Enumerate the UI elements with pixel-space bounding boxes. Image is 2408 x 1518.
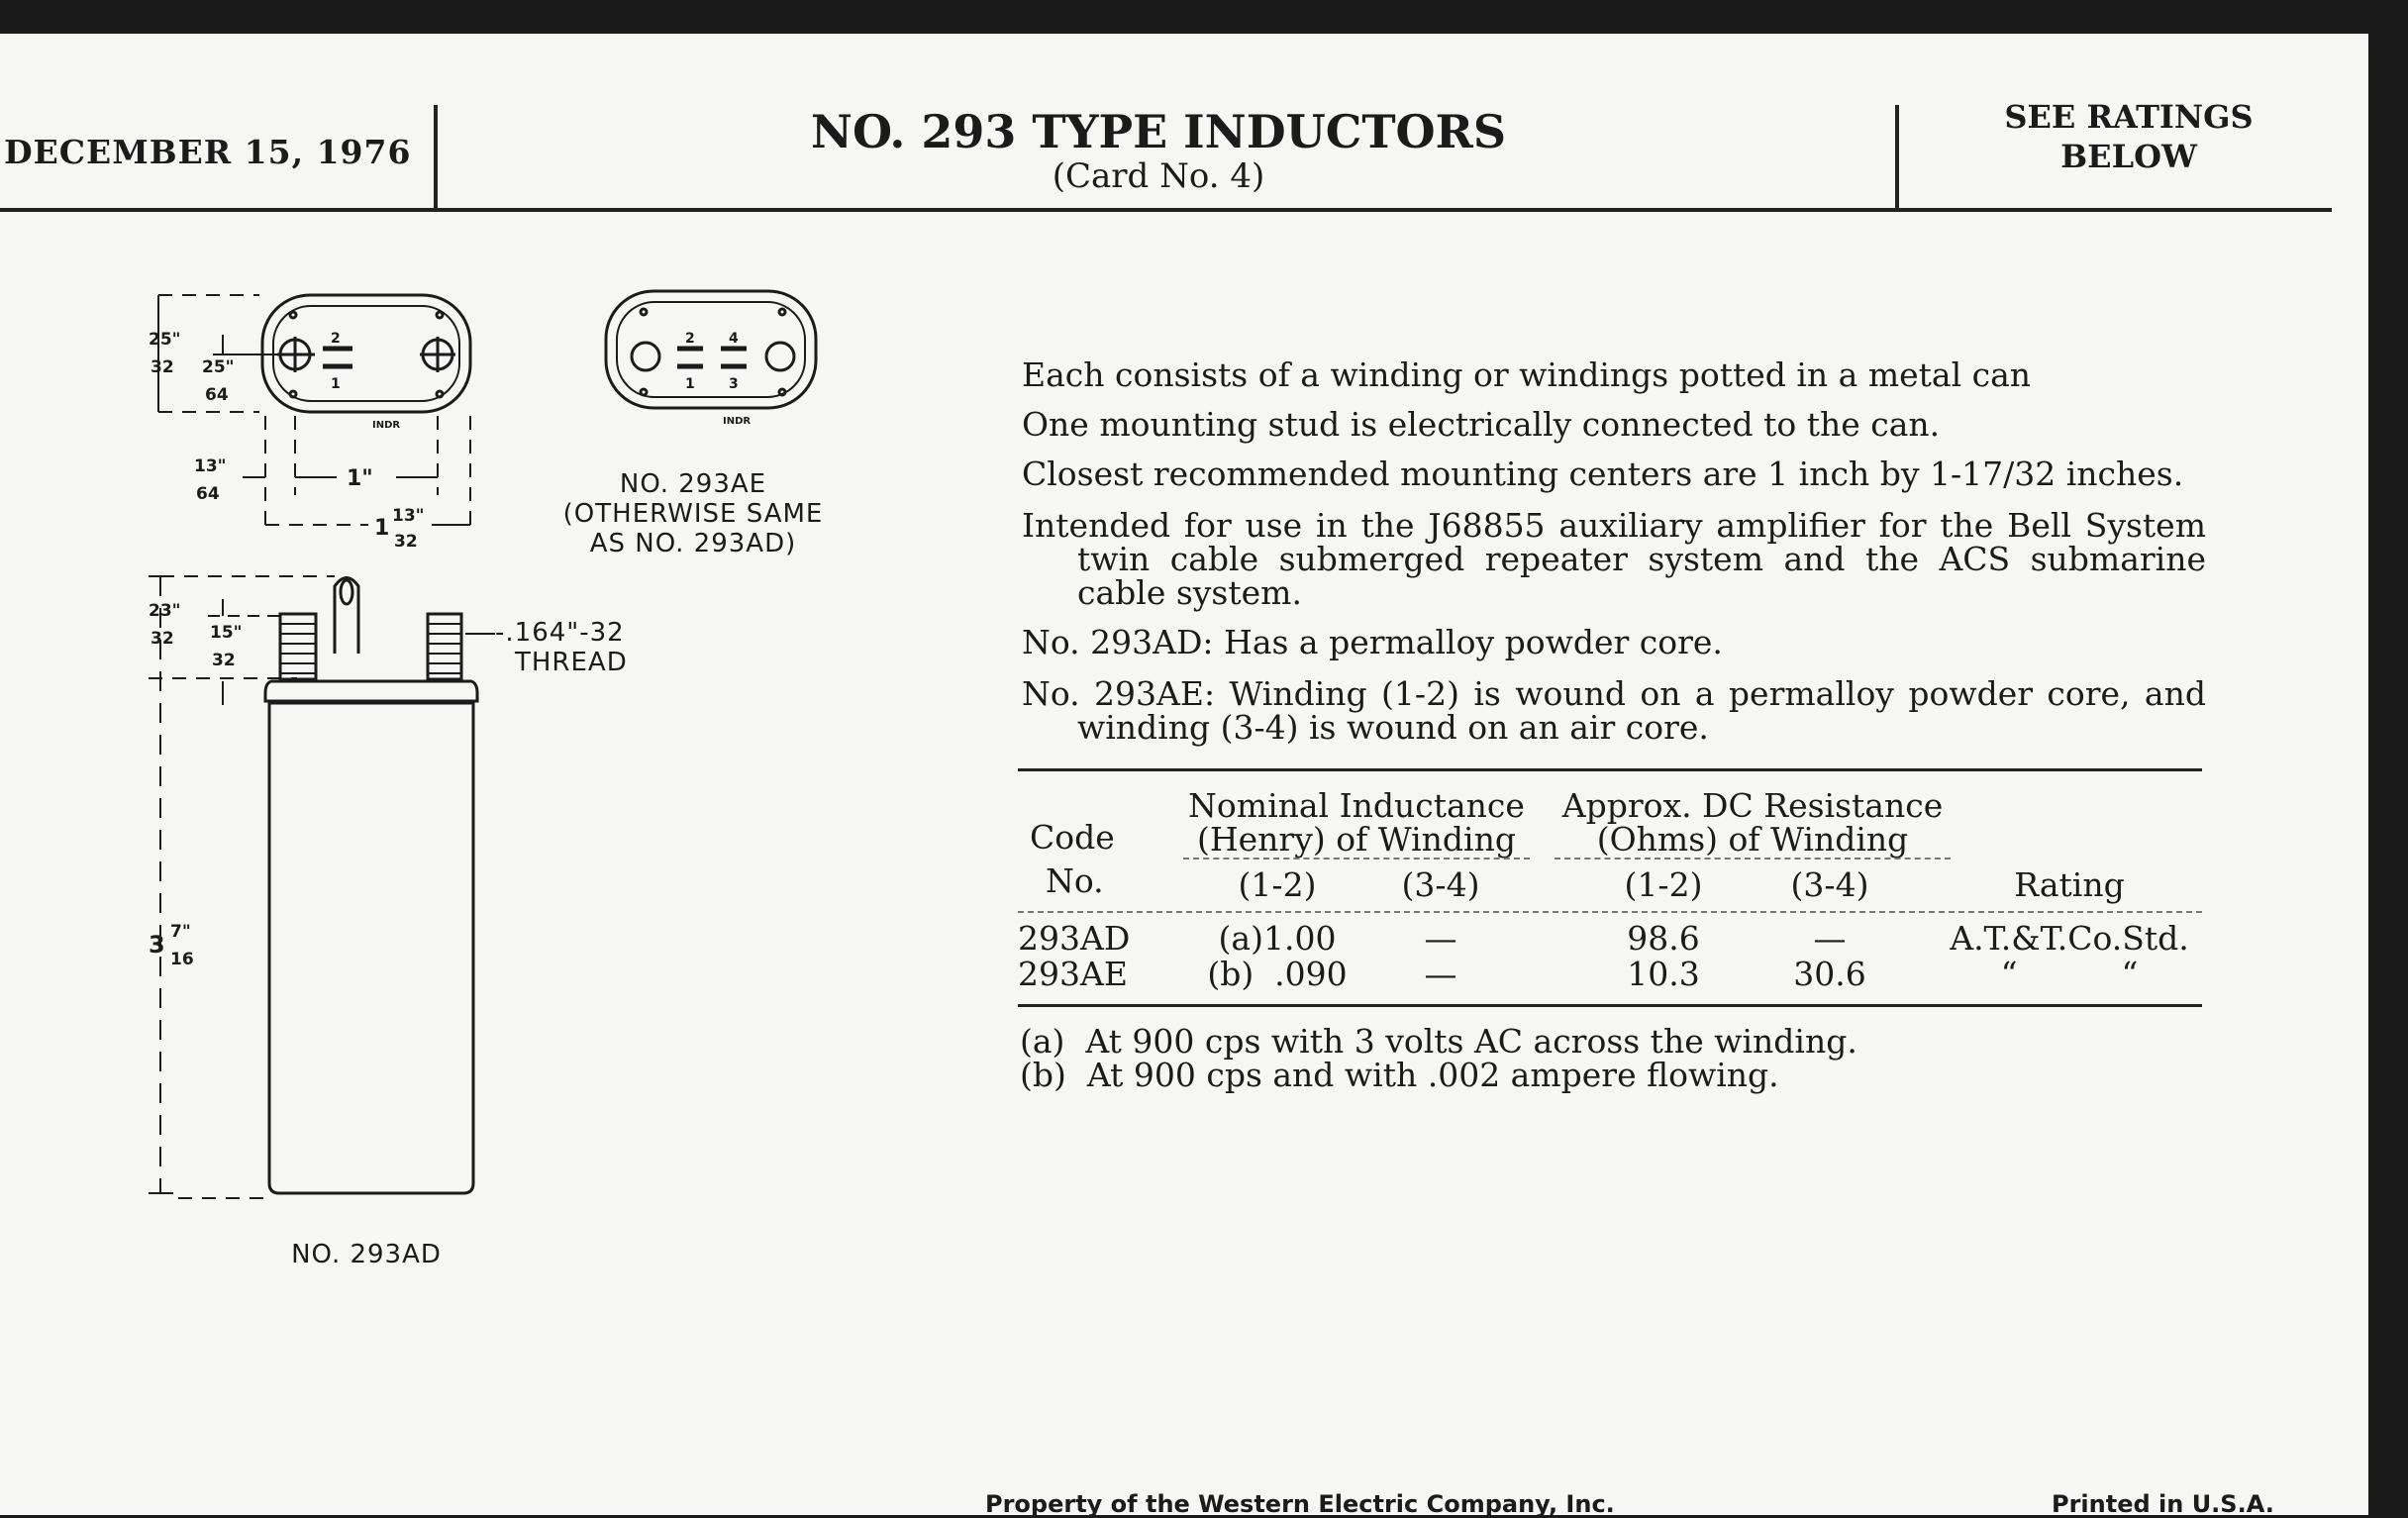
row-1-res34: — xyxy=(1813,919,1847,958)
note-b: (b) At 900 cps and with .002 ampere flowing. xyxy=(1020,1056,1779,1094)
th-ind-12: (1-2) xyxy=(1238,865,1317,904)
th-code-1: Code xyxy=(1030,818,1115,857)
row-2-rating: “ “ xyxy=(2000,955,2139,993)
thread-label-line1: -.164"-32 xyxy=(495,618,625,648)
desc-line4: Intended for use in the J68855 auxiliary amplifier for the Bell System twin cable submerged repeater system and the ACS submarine cable system. xyxy=(1022,506,2206,612)
ratings-note-line1: SEE RATINGS xyxy=(2004,98,2254,136)
row-1-ind12: (a)1.00 xyxy=(1218,919,1337,958)
note-a: (a) At 900 cps with 3 volts AC across the winding. xyxy=(1020,1022,1857,1061)
desc-line1: Each consists of a winding or windings potted in a metal can xyxy=(1022,355,2032,394)
footer-property: Property of the Western Electric Company, Inc. xyxy=(985,1490,1615,1518)
desc-line5 xyxy=(1022,623,2206,661)
dim-15-32-num: 15" xyxy=(210,623,243,643)
ae-label-line3: AS NO. 293AD) xyxy=(589,529,797,558)
th-rating: Rating xyxy=(2014,865,2125,904)
desc-line6 xyxy=(1022,674,2206,747)
dim-15-32-den: 32 xyxy=(212,651,236,670)
scan-border xyxy=(2368,34,2408,1515)
th-res-34: (3-4) xyxy=(1790,865,1869,904)
page-title: NO. 293 TYPE INDUCTORS xyxy=(810,105,1507,158)
dim-13-64-den: 64 xyxy=(196,484,220,504)
table-top-rule xyxy=(1018,768,2202,771)
th-res-12: (1-2) xyxy=(1624,865,1703,904)
ratings-note-line2: BELOW xyxy=(2060,138,2197,175)
desc-line2: One mounting stud is electrically connected to the can. xyxy=(1022,405,1941,444)
dim-23-32-den: 32 xyxy=(150,629,174,649)
ad-marking: INDR xyxy=(372,420,401,431)
ad-label: NO. 293AD xyxy=(291,1240,442,1269)
ae-label-line2: (OTHERWISE SAME xyxy=(562,499,824,529)
ae-pin-2: 2 xyxy=(685,331,695,347)
ad-can-lid xyxy=(265,681,477,701)
row-2-res12: 10.3 xyxy=(1627,955,1700,993)
ad-pin-1: 1 xyxy=(331,376,341,392)
resistance-underline xyxy=(1555,858,1951,860)
thread-label xyxy=(495,618,628,677)
row-1-ind34: — xyxy=(1424,919,1457,958)
dim-3-7-16-num: 7" xyxy=(170,922,191,942)
dim-3-7-16-den: 16 xyxy=(170,950,194,969)
desc-line5-code: No. 293AD: xyxy=(1022,623,1214,661)
dim-23-32-num: 23" xyxy=(149,601,181,621)
desc-line3: Closest recommended mounting centers are 1 inch by 1-17/32 inches. xyxy=(1022,455,2184,493)
thread-label-line2: THREAD xyxy=(515,648,628,677)
ae-label-line1: NO. 293AE xyxy=(619,469,767,499)
dim-1-13-32-den: 32 xyxy=(394,532,418,552)
ae-pin-3: 3 xyxy=(729,376,739,392)
ad-mounting-lug xyxy=(335,578,358,655)
row-1-res12: 98.6 xyxy=(1627,919,1700,958)
dim-1-13-32-whole: 1 xyxy=(374,516,390,541)
table-bottom-rule xyxy=(1018,1004,2202,1007)
header-underline xyxy=(1018,911,2202,914)
row-1-rating: A.T.&T.Co.Std. xyxy=(1950,919,2189,958)
dim-25-64-num: 25" xyxy=(202,357,235,377)
th-ind-34: (3-4) xyxy=(1401,865,1480,904)
dim-3-7-16-whole: 3 xyxy=(149,931,165,959)
ae-pin-4: 4 xyxy=(729,331,739,347)
dim-1-13-32-num: 13" xyxy=(392,506,425,526)
dim-1in: 1" xyxy=(347,466,373,491)
ae-pin-1: 1 xyxy=(685,376,695,392)
dim-25-32-den: 32 xyxy=(150,357,174,377)
th-code-2: No. xyxy=(1046,861,1104,900)
page-subtitle: (Card No. 4) xyxy=(1052,156,1265,196)
desc-line5-text: Has a permalloy powder core. xyxy=(1224,623,1723,661)
th-inductance-1: Nominal Inductance xyxy=(1188,786,1525,825)
header-date: DECEMBER 15, 1976 xyxy=(4,133,412,171)
inductor-drawing xyxy=(0,0,891,1307)
header-divider-right xyxy=(1895,105,1899,208)
dim-13-64-num: 13" xyxy=(194,456,227,476)
th-resistance-1: Approx. DC Resistance xyxy=(1561,786,1944,825)
footer-printed: Printed in U.S.A. xyxy=(2052,1490,2274,1518)
desc-line6-code: No. 293AE: xyxy=(1022,674,1216,713)
row-2-ind12: (b) .090 xyxy=(1207,955,1348,993)
ad-pin-2: 2 xyxy=(331,331,341,347)
th-inductance-2: (Henry) of Winding xyxy=(1197,820,1516,859)
row-2-ind34: — xyxy=(1424,955,1457,993)
row-2-code: 293AE xyxy=(1018,955,1128,993)
row-2-res34: 30.6 xyxy=(1793,955,1866,993)
ratings-note xyxy=(1960,97,2297,176)
row-1-code: 293AD xyxy=(1018,919,1131,958)
th-resistance-2: (Ohms) of Winding xyxy=(1596,820,1909,859)
ae-label xyxy=(515,469,871,558)
inductance-underline xyxy=(1183,858,1530,860)
ae-marking: INDR xyxy=(723,416,752,427)
dim-25-32-num: 25" xyxy=(149,330,181,350)
ad-can-body xyxy=(269,703,473,1193)
desc-line6-text: Winding (1-2) is wound on a permalloy powder core, and winding (3-4) is wound on an air core. xyxy=(1077,674,2206,747)
dim-25-64-den: 64 xyxy=(205,385,229,405)
